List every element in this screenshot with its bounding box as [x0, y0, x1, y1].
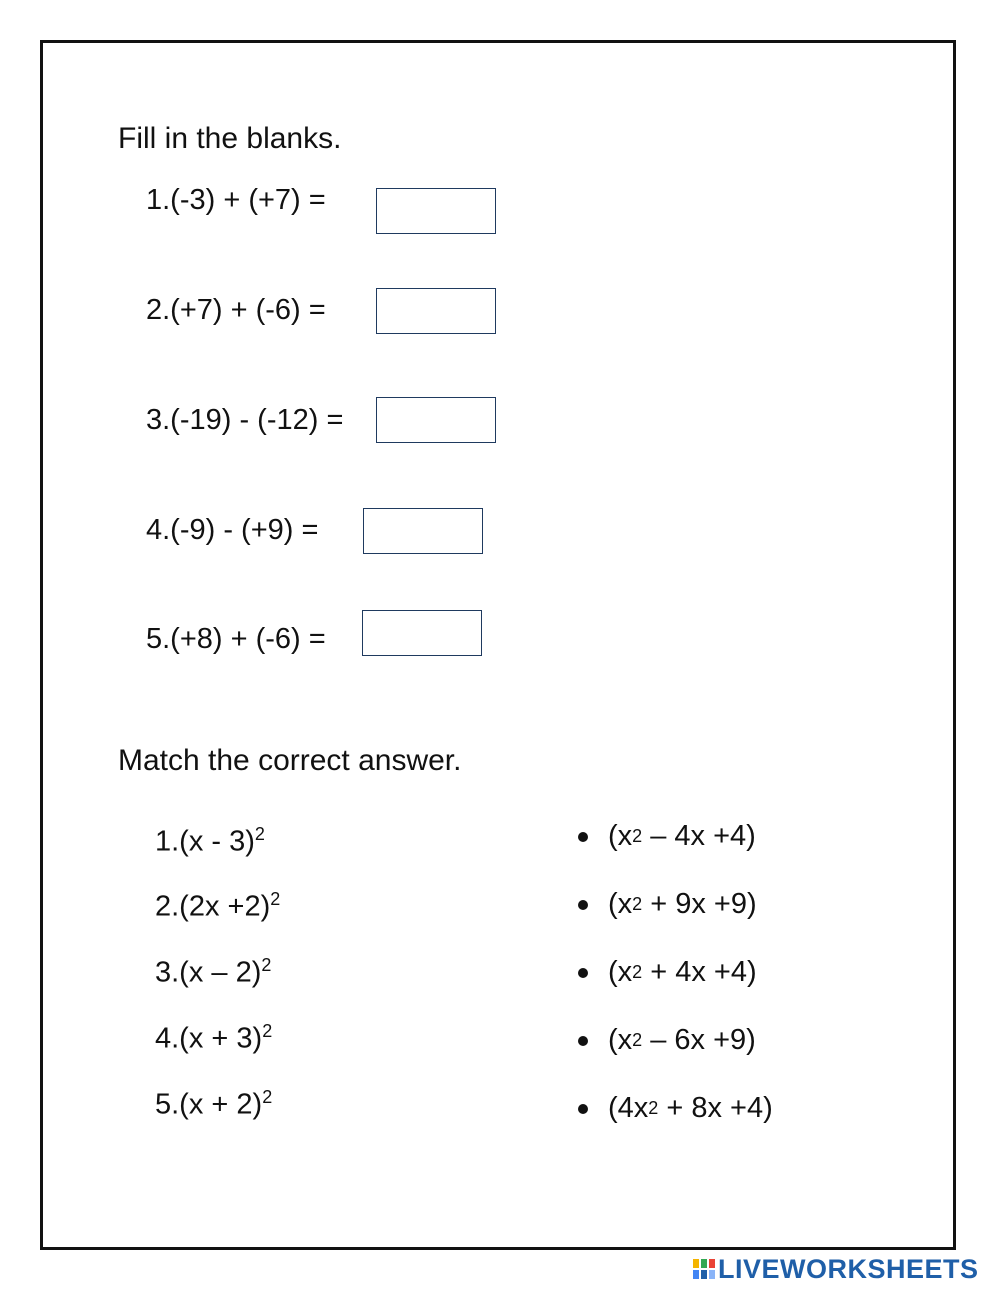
match-answer-4[interactable]: (x 2 – 6x +9) — [578, 1024, 756, 1057]
match-answer-2[interactable]: (x 2 + 9x +9) — [578, 888, 757, 921]
match-answer-3[interactable]: (x 2 + 4x +4) — [578, 956, 757, 989]
fill-question-4: 4.(-9) - (+9) = — [146, 514, 319, 546]
liveworksheets-wordmark: LIVEWORKSHEETS — [718, 1253, 979, 1284]
match-question-1: 1.(x - 3)$^2$ — [155, 824, 265, 858]
bullet-icon — [578, 1036, 588, 1046]
match-answer-1[interactable]: (x 2 – 4x +4) — [578, 820, 756, 853]
answer-box-2[interactable] — [376, 288, 496, 334]
match-answer-5[interactable]: (4x 2 + 8x +4) — [578, 1092, 773, 1125]
answer-box-1[interactable] — [376, 188, 496, 234]
liveworksheets-logo-icon — [692, 1257, 716, 1281]
fill-question-2: 2.(+7) + (-6) = — [146, 294, 326, 326]
match-question-5: $5.(x + 2)^2$ — [155, 1087, 273, 1121]
bullet-icon — [578, 968, 588, 978]
bullet-icon — [578, 832, 588, 842]
liveworksheets-branding — [692, 1254, 979, 1284]
match-question-3: 3.(x – 2)$^2$ — [155, 955, 272, 989]
bullet-icon — [578, 1104, 588, 1114]
answer-box-3[interactable] — [376, 397, 496, 443]
answer-box-4[interactable] — [363, 508, 483, 554]
fill-question-5: 5.(+8) + (-6) = — [146, 623, 326, 655]
match-question-2: $2.(2x +2)^2$ — [155, 889, 281, 923]
fill-question-1: 1.(-3) + (+7) = — [146, 184, 326, 216]
fill-question-3: 3.(-19) - (-12) = — [146, 404, 344, 436]
bullet-icon — [578, 900, 588, 910]
match-question-4: $4.(x + 3)^2$ — [155, 1021, 273, 1055]
match-section-heading: Match the correct answer. — [118, 744, 462, 777]
fill-section-heading: Fill in the blanks. — [118, 122, 342, 155]
answer-box-5[interactable] — [362, 610, 482, 656]
